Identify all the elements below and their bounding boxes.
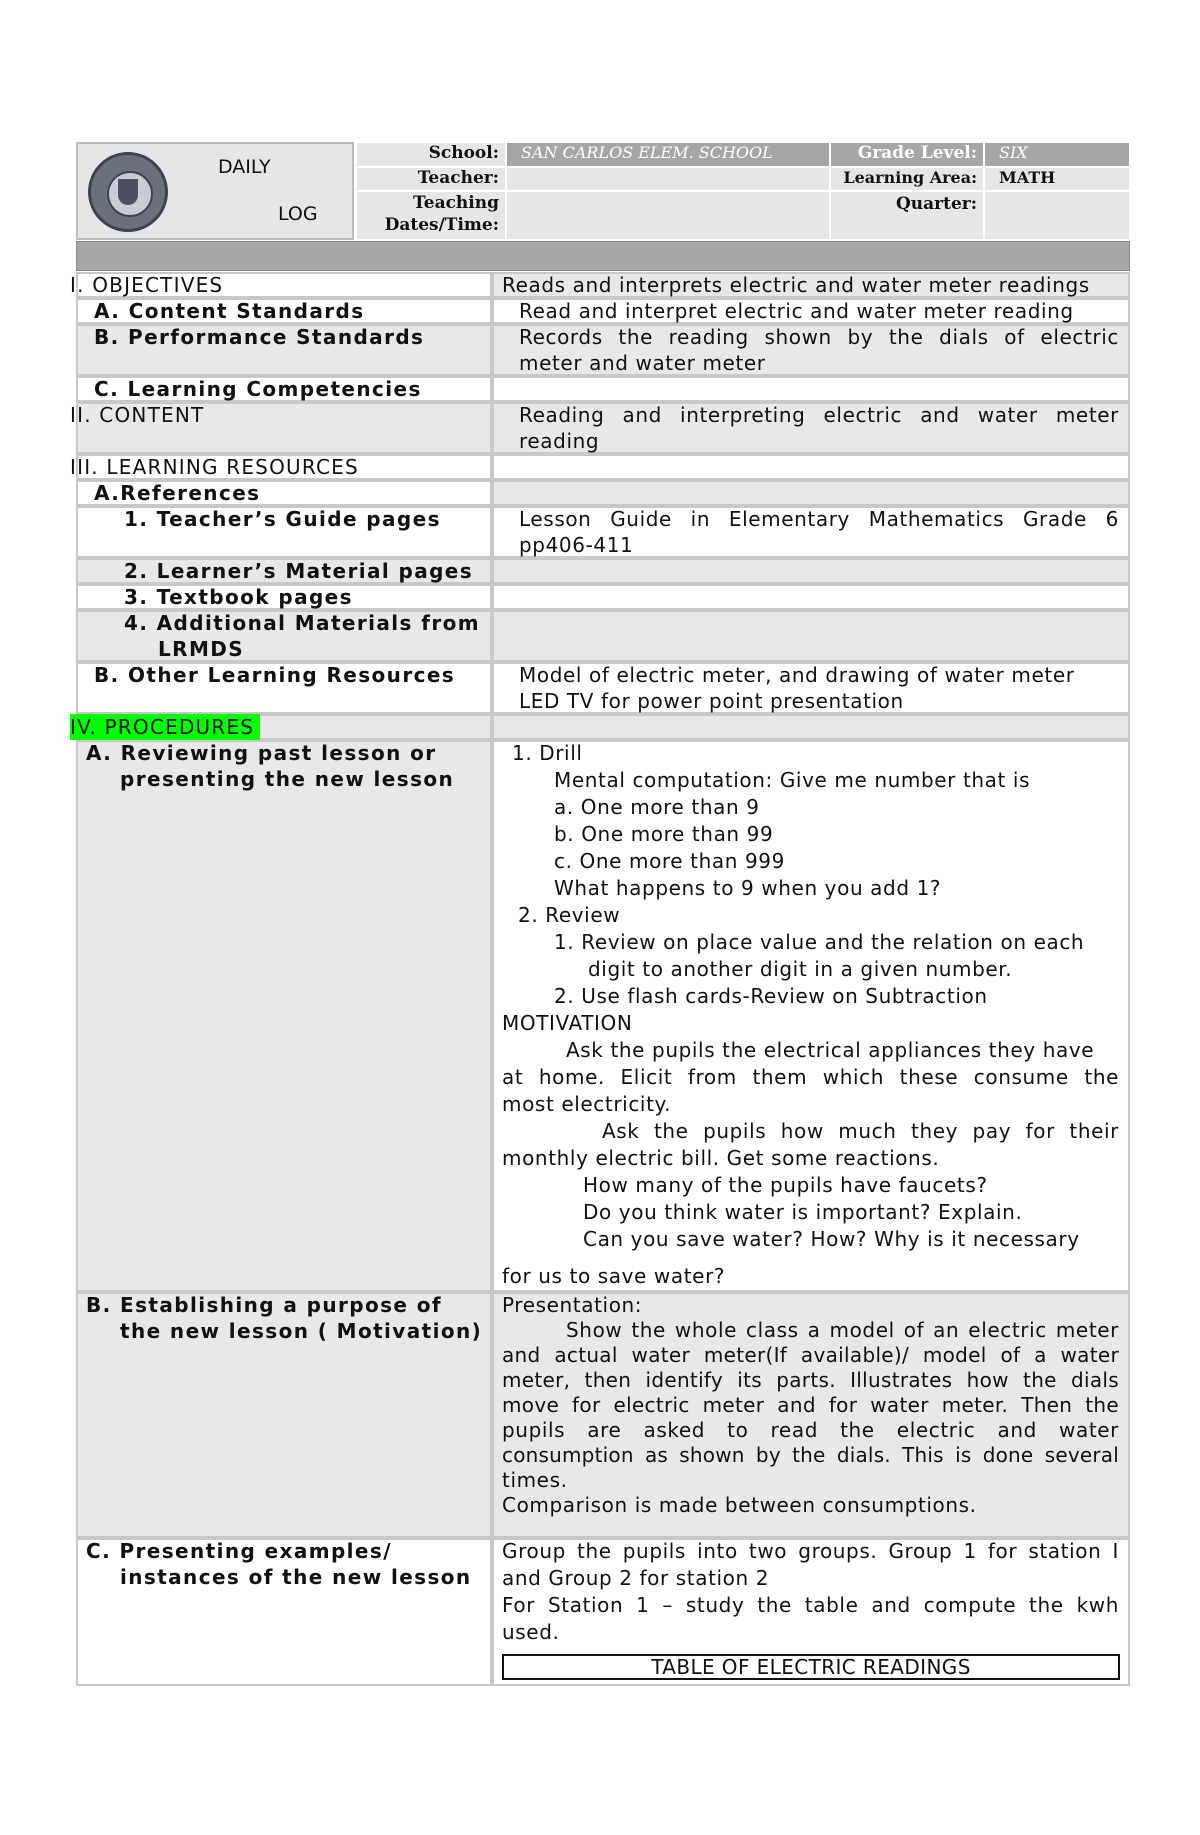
- proc-a-line: 1. Review on place value and the relation on each: [554, 930, 1085, 954]
- header-title-log: LOG: [278, 203, 318, 225]
- grade-level-value: SIX: [984, 142, 1130, 167]
- proc-a-label-line1: A. Reviewing past lesson or: [86, 741, 437, 765]
- other-resources-value-line2: LED TV for power point presentation: [519, 689, 904, 713]
- row-textbook: [76, 584, 1130, 610]
- teacher-label: Teacher:: [356, 167, 506, 191]
- grade-level-label: Grade Level:: [830, 142, 984, 167]
- electric-readings-table-title: TABLE OF ELECTRIC READINGS: [502, 1654, 1120, 1680]
- proc-b-line: consumption as shown by the dials. This is done several: [502, 1443, 1119, 1467]
- proc-a-line: Ask the pupils how much they pay for their: [602, 1119, 1119, 1143]
- proc-a-line: Can you save water? How? Why is it necessary: [583, 1227, 1080, 1251]
- deped-seal-logo: [88, 152, 168, 232]
- school-label: School:: [356, 142, 506, 167]
- proc-a-line: MOTIVATION: [502, 1011, 633, 1035]
- proc-a-line: for us to save water?: [502, 1264, 726, 1288]
- proc-b-line: move for electric meter and for water meter. Then the: [502, 1393, 1119, 1417]
- teachers-guide-value: Lesson Guide in Elementary Mathematics Grade 6 pp406-411: [519, 507, 1119, 557]
- objectives-value: Reads and interprets electric and water meter readings: [502, 273, 1090, 297]
- learners-material-label: 2. Learner’s Material pages: [124, 559, 474, 583]
- textbook-label: 3. Textbook pages: [124, 585, 353, 609]
- header-logo-cell: [76, 142, 354, 240]
- row-proc-a: [76, 740, 1130, 1292]
- teaching-dates-value: [506, 191, 830, 240]
- proc-a-line: a. One more than 9: [554, 795, 760, 819]
- proc-a-line: 2. Review: [518, 903, 621, 927]
- learning-resources-label: III. LEARNING RESOURCES: [70, 455, 359, 479]
- proc-b-line: Presentation:: [502, 1293, 643, 1317]
- learning-area-value: MATH: [984, 167, 1130, 191]
- proc-b-line: Show the whole class a model of an electric meter: [566, 1318, 1119, 1342]
- objectives-label: I. OBJECTIVES: [70, 273, 224, 297]
- row-additional-materials: [76, 610, 1130, 662]
- teacher-value: [506, 167, 830, 191]
- proc-a-line: Mental computation: Give me number that is: [554, 768, 1031, 792]
- proc-c-label-line1: C. Presenting examples/: [86, 1539, 392, 1563]
- proc-b-label-line2: the new lesson ( Motivation): [120, 1319, 483, 1343]
- proc-a-line: at home. Elicit from them which these consume the: [502, 1065, 1119, 1089]
- row-learning-resources: [70, 454, 1130, 480]
- proc-c-line: and Group 2 for station 2: [502, 1566, 770, 1590]
- proc-a-line: b. One more than 99: [554, 822, 774, 846]
- proc-c-label-line2: instances of the new lesson: [120, 1565, 472, 1589]
- proc-b-line: Comparison is made between consumptions.: [502, 1493, 977, 1517]
- proc-a-label-line2: presenting the new lesson: [120, 767, 455, 791]
- proc-a-line: How many of the pupils have faucets?: [583, 1173, 988, 1197]
- proc-b-line: and actual water meter(If available)/ model of a water: [502, 1343, 1119, 1367]
- performance-standards-value: Records the reading shown by the dials of electric meter and water meter: [519, 325, 1119, 375]
- row-other-resources: [76, 662, 1130, 714]
- row-performance-standards: [76, 324, 1130, 376]
- proc-a-line: monthly electric bill. Get some reactions.: [502, 1146, 940, 1170]
- proc-a-line: c. One more than 999: [554, 849, 785, 873]
- content-value: Reading and interpreting electric and water meter reading: [519, 403, 1119, 453]
- content-standards-label: A. Content Standards: [94, 299, 365, 323]
- content-label: II. CONTENT: [70, 403, 205, 427]
- teachers-guide-label: 1. Teacher’s Guide pages: [124, 507, 441, 531]
- additional-materials-label-line1: 4. Additional Materials from: [124, 611, 480, 635]
- proc-a-line: 2. Use flash cards-Review on Subtraction: [554, 984, 988, 1008]
- proc-c-line: For Station 1 – study the table and compute the kwh: [502, 1593, 1119, 1617]
- header-band: [76, 241, 1130, 271]
- header-info-grid: [356, 142, 1130, 240]
- row-objectives: [70, 272, 1130, 298]
- proc-c-line: used.: [502, 1620, 560, 1644]
- proc-a-line: Do you think water is important? Explain.: [583, 1200, 1023, 1224]
- row-teachers-guide: [76, 506, 1130, 558]
- references-label: A.References: [94, 481, 261, 505]
- other-resources-label: B. Other Learning Resources: [94, 663, 456, 687]
- teaching-dates-label-line1: Teaching: [413, 193, 499, 213]
- proc-a-line: 1. Drill: [512, 741, 583, 765]
- other-resources-value-line1: Model of electric meter, and drawing of water meter: [519, 663, 1075, 687]
- school-value: SAN CARLOS ELEM. SCHOOL: [506, 142, 830, 167]
- additional-materials-label-line2: LRMDS: [158, 637, 245, 661]
- proc-b-label-line1: B. Establishing a purpose of: [86, 1293, 442, 1317]
- proc-a-line: digit to another digit in a given number.: [588, 957, 1013, 981]
- performance-standards-label: B. Performance Standards: [94, 325, 425, 349]
- proc-b-line: meter, then identify its parts. Illustrates how the dials: [502, 1368, 1119, 1392]
- header-title-daily: DAILY: [218, 156, 271, 178]
- row-content-standards: [76, 298, 1130, 324]
- content-standards-value: Read and interpret electric and water meter reading: [519, 299, 1074, 323]
- proc-b-line: times.: [502, 1468, 568, 1492]
- teaching-dates-label-line2: Dates/Time:: [384, 215, 499, 235]
- procedures-label: IV. PROCEDURES: [70, 714, 260, 740]
- row-learners-material: [76, 558, 1130, 584]
- row-proc-b: [76, 1292, 1130, 1538]
- row-references: [76, 480, 1130, 506]
- learning-competencies-label: C. Learning Competencies: [94, 377, 422, 401]
- row-procedures: [70, 714, 1130, 740]
- row-content: [70, 402, 1130, 454]
- proc-c-line: Group the pupils into two groups. Group 1 for station I: [502, 1539, 1119, 1563]
- row-learning-competencies: [76, 376, 1130, 402]
- quarter-label: Quarter:: [830, 191, 984, 240]
- teaching-dates-label: [356, 191, 506, 240]
- quarter-value: [984, 191, 1130, 240]
- learning-area-label: Learning Area:: [830, 167, 984, 191]
- proc-a-line: What happens to 9 when you add 1?: [554, 876, 942, 900]
- proc-a-line: Ask the pupils the electrical appliances they have: [566, 1038, 1095, 1062]
- proc-b-line: pupils are asked to read the electric and water: [502, 1418, 1119, 1442]
- proc-a-line: most electricity.: [502, 1092, 672, 1116]
